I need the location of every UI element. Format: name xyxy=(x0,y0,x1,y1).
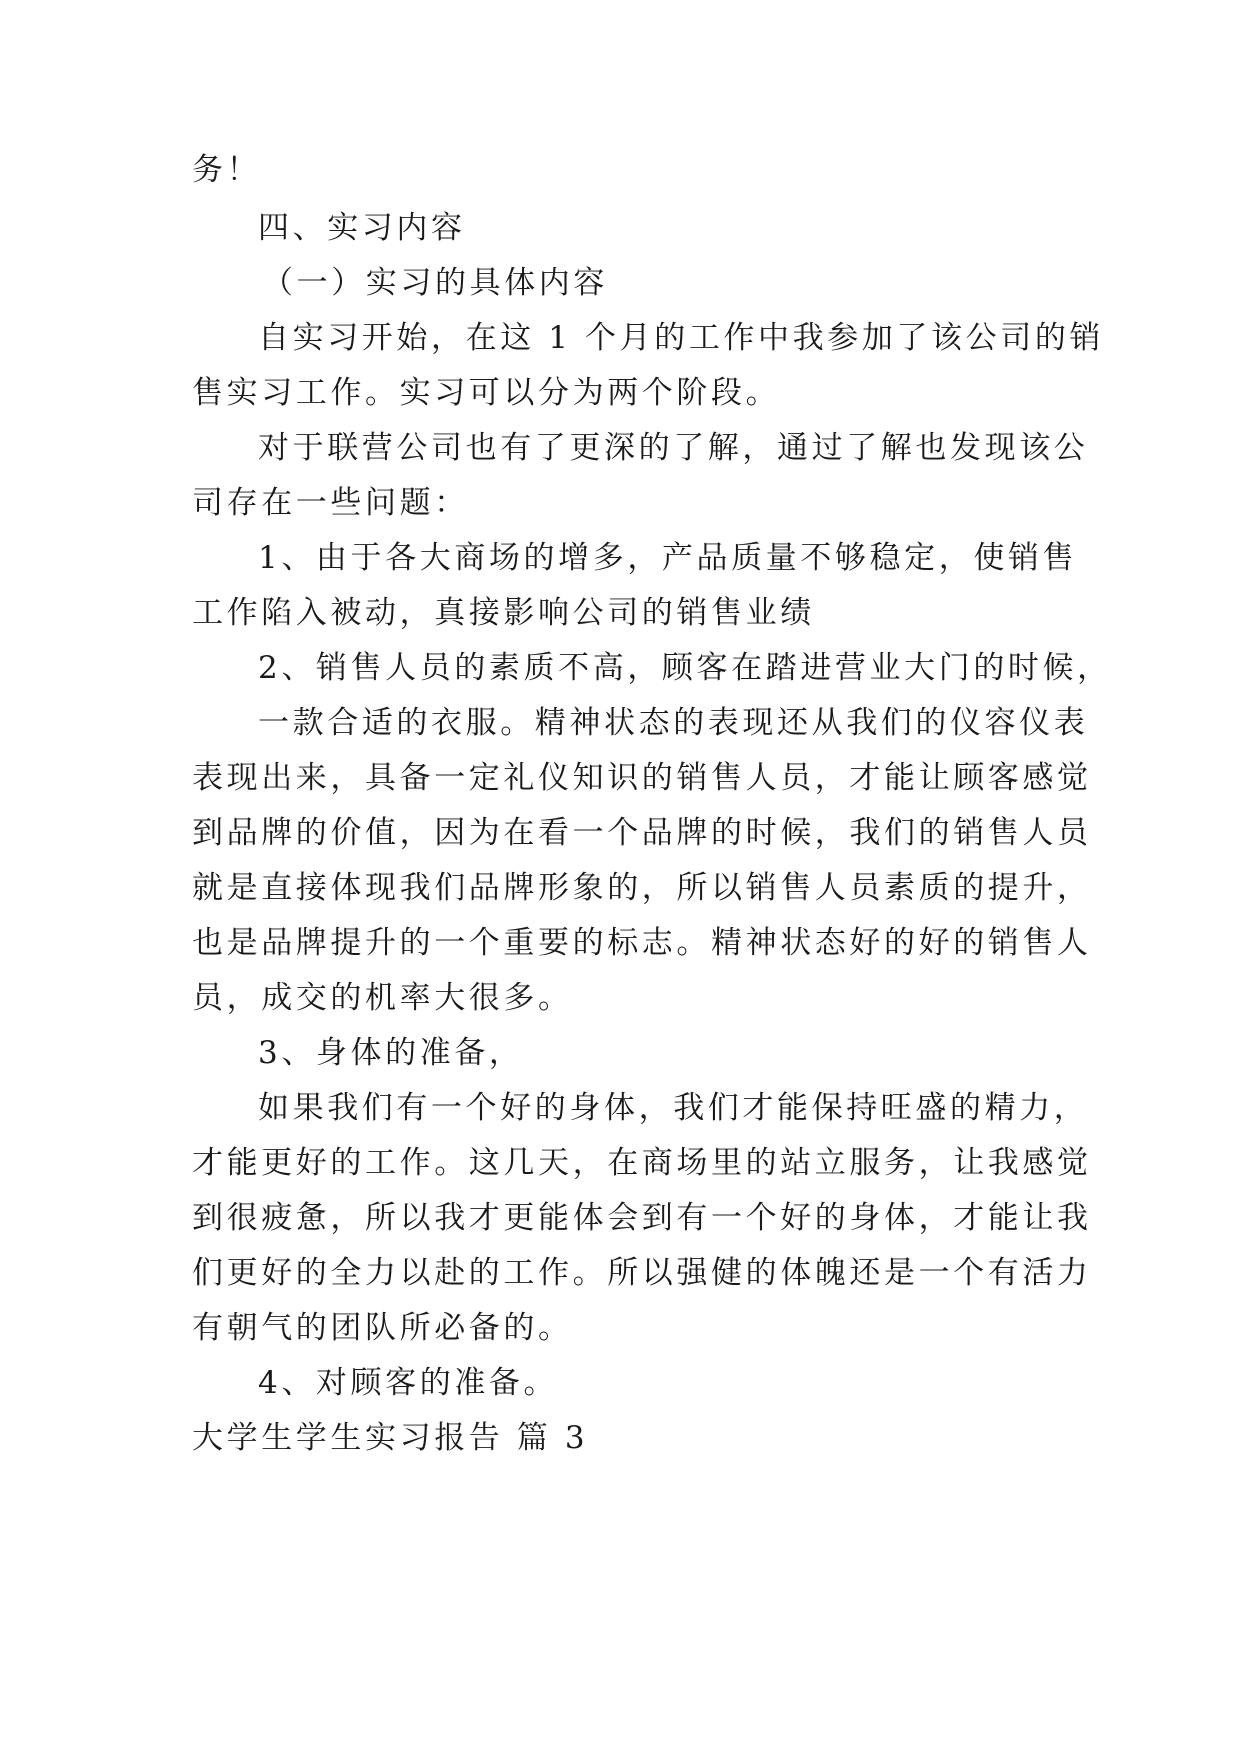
text-line: 如果我们有一个好的身体，我们才能保持旺盛的精力， xyxy=(258,1090,1089,1126)
text-line: 员，成交的机率大很多。 xyxy=(192,980,573,1016)
list-item-1: 1、由于各大商场的增多，产品质量不够稳定，使销售 xyxy=(258,540,1078,576)
list-item-4: 4、对顾客的准备。 xyxy=(258,1365,559,1401)
list-item-3: 3、身体的准备， xyxy=(258,1035,524,1071)
text-line: 就是直接体现我们品牌形象的，所以销售人员素质的提升， xyxy=(192,870,1092,906)
subsection-heading: （一）实习的具体内容 xyxy=(262,265,608,301)
text-line: 售实习工作。实习可以分为两个阶段。 xyxy=(192,375,781,411)
text-line: 到品牌的价值，因为在看一个品牌的时候，我们的销售人员 xyxy=(192,815,1092,851)
text-line: 也是品牌提升的一个重要的标志。精神状态好的好的销售人 xyxy=(192,925,1092,961)
text-line: 工作陷入被动，真接影响公司的销售业绩 xyxy=(192,595,815,631)
section-heading: 四、实习内容 xyxy=(258,210,466,246)
text-line: 才能更好的工作。这几天，在商场里的站立服务，让我感觉 xyxy=(192,1145,1092,1181)
text-line: 到很疲惫，所以我才更能体会到有一个好的身体，才能让我 xyxy=(192,1200,1092,1236)
text-line: 一款合适的衣服。精神状态的表现还从我们的仪容仪表 xyxy=(258,705,1089,741)
text-line: 对于联营公司也有了更深的了解，通过了解也发现该公 xyxy=(258,430,1089,466)
list-item-2: 2、销售人员的素质不高，顾客在踏进营业大门的时候， xyxy=(258,650,1112,686)
text-line: 自实习开始，在这 1 个月的工作中我参加了该公司的销 xyxy=(258,320,1105,356)
text-line: 务！ xyxy=(192,152,262,188)
section-title: 大学生学生实习报告 篇 3 xyxy=(192,1420,589,1456)
text-line: 们更好的全力以赴的工作。所以强健的体魄还是一个有活力 xyxy=(192,1255,1092,1291)
text-line: 有朝气的团队所必备的。 xyxy=(192,1310,573,1346)
text-line: 司存在一些问题： xyxy=(192,485,469,521)
text-line: 表现出来，具备一定礼仪知识的销售人员，才能让顾客感觉 xyxy=(192,760,1092,796)
